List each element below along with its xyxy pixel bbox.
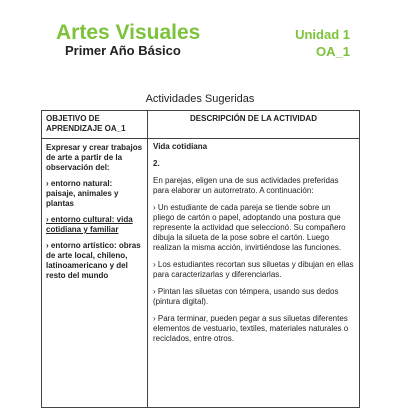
objective-item-cultural: › entorno cultural: vida cotidiana y familiar	[46, 215, 133, 234]
activity-number: 2.	[153, 159, 160, 168]
activity-step: › Los estudiantes recortan sus siluetas y dibujan en ellas para caracterizarlas y diferenciarlas.	[153, 260, 354, 279]
objective-item-artistic: › entorno artístico: obras de arte local, chileno, latinoamericano y del resto del mundo	[46, 241, 141, 280]
activity-heading: Vida cotidiana	[153, 142, 208, 151]
objective-item-natural: › entorno natural: paisaje, animales y plantas	[46, 179, 119, 208]
unit-label: Unidad 1	[295, 27, 350, 42]
description-cell	[148, 139, 360, 408]
activity-intro: En parejas, eligen una de sus actividades preferidas para elaborar un autorretrato. A continuación:	[153, 176, 339, 195]
objective-code: OA_1	[316, 44, 350, 59]
activity-step: › Pintan las siluetas con témpera, usando sus dedos (pintura digital).	[153, 287, 339, 306]
description-column-header: DESCRIPCIÓN DE LA ACTIVIDAD	[148, 111, 360, 139]
table-row	[42, 139, 360, 408]
table-header-row	[42, 111, 360, 139]
page-title: Artes Visuales	[56, 21, 201, 44]
objective-cell	[42, 139, 148, 408]
section-title: Actividades Sugeridas	[145, 93, 255, 105]
activity-step: › Para terminar, pueden pegar a sus siluetas diferentes elementos de vestuario, textiles, materiales naturales o reciclados, entre otros.	[153, 314, 349, 343]
objective-intro: Expresar y crear trabajos de arte a partir de la observación del:	[46, 143, 143, 172]
activity-step: › Un estudiante de cada pareja se tiende sobre un pliego de cartón o papel, adoptando una postura que represente la actividad que seleccionó. Su compañero dibuja la silueta de la pose sobre el cartón. Luego realizan la misma acción, invirtiéndose las funciones.	[153, 203, 346, 252]
activities-table	[41, 110, 360, 408]
objective-column-header: OBJETIVO DE APRENDIZAJE OA_1	[42, 111, 148, 139]
page-header	[0, 0, 400, 70]
page-subtitle: Primer Año Básico	[65, 43, 181, 58]
